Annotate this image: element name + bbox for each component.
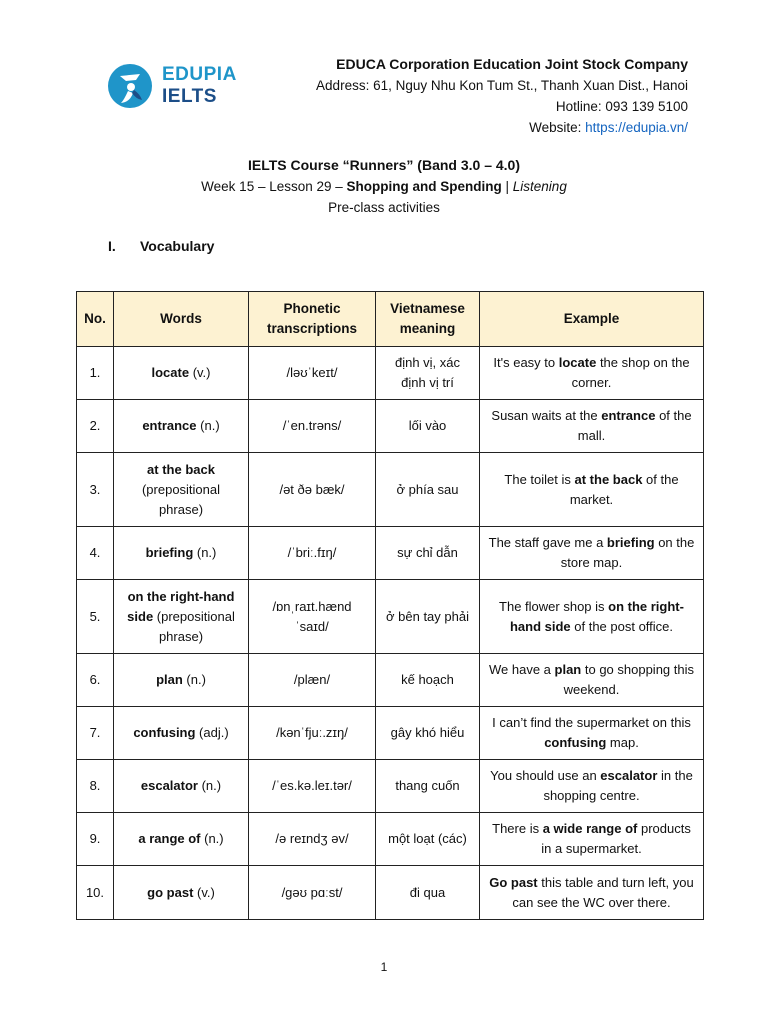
word-cell bbox=[114, 707, 249, 760]
meaning-cell: ở bên tay phải bbox=[376, 580, 480, 654]
meaning-cell: thang cuốn bbox=[376, 760, 480, 813]
meaning-cell: một loạt (các) bbox=[376, 813, 480, 866]
word-cell bbox=[114, 453, 249, 527]
meaning-cell: gây khó hiểu bbox=[376, 707, 480, 760]
row-number: 10. bbox=[77, 866, 114, 920]
example-pre: There is bbox=[492, 821, 543, 836]
word-term: plan bbox=[156, 672, 183, 687]
word-term: locate bbox=[151, 365, 190, 380]
table-header-row bbox=[77, 292, 704, 347]
example-post: the shop on the corner. bbox=[571, 355, 690, 390]
table-row bbox=[77, 866, 704, 920]
example-cell bbox=[480, 453, 704, 527]
example-cell bbox=[480, 527, 704, 580]
example-post: of the post office. bbox=[570, 618, 674, 634]
section-heading bbox=[108, 238, 214, 254]
vocabulary-table bbox=[76, 291, 704, 920]
header-words: Words bbox=[114, 292, 249, 347]
example-keyword: plan bbox=[554, 662, 582, 677]
word-pos: (n.) bbox=[193, 545, 217, 560]
word-term: on the right-hand side bbox=[127, 588, 235, 624]
example-cell bbox=[480, 866, 704, 920]
example-cell bbox=[480, 654, 704, 707]
company-info bbox=[316, 54, 688, 138]
phonetic-cell: /ˈes.kə.leɪ.tər/ bbox=[249, 760, 376, 813]
example-post: of the market. bbox=[569, 471, 679, 507]
word-cell bbox=[114, 760, 249, 813]
word-term: go past bbox=[147, 884, 194, 900]
word-term: confusing bbox=[133, 725, 196, 740]
example-pre: I can’t find the supermarket on this bbox=[492, 715, 691, 730]
logo-line1: EDUPIA bbox=[162, 64, 237, 85]
header-no: No. bbox=[77, 292, 114, 347]
example-post: map. bbox=[606, 735, 639, 750]
table-row bbox=[77, 654, 704, 707]
phonetic-cell: /ɡəʊ pɑːst/ bbox=[249, 866, 376, 920]
meaning-cell: đi qua bbox=[376, 866, 480, 920]
phonetic-cell: /ə reɪndʒ əv/ bbox=[249, 813, 376, 866]
example-pre: The staff gave me a bbox=[488, 535, 607, 550]
example-pre: We have a bbox=[488, 662, 555, 677]
word-pos: (n.) bbox=[200, 831, 224, 846]
section-title: Vocabulary bbox=[140, 238, 215, 254]
example-cell bbox=[480, 707, 704, 760]
phonetic-cell: /plæn/ bbox=[249, 654, 376, 707]
website-label: Website: bbox=[529, 120, 586, 135]
example-post: of the mall. bbox=[577, 408, 692, 443]
example-cell bbox=[480, 400, 704, 453]
section-number: I. bbox=[108, 238, 116, 254]
word-cell bbox=[114, 866, 249, 920]
edupia-logo bbox=[106, 60, 246, 114]
word-term: a range of bbox=[138, 831, 201, 846]
example-pre: It's easy to bbox=[493, 355, 559, 370]
word-pos: (prepositional phrase) bbox=[153, 608, 235, 644]
lesson-sep: | bbox=[501, 179, 513, 194]
row-number: 5. bbox=[77, 580, 114, 654]
example-post: in the shopping centre. bbox=[543, 768, 693, 803]
example-pre: The toilet is bbox=[504, 471, 575, 487]
word-cell bbox=[114, 654, 249, 707]
example-post: this table and turn left, you can see the WC over there. bbox=[512, 874, 694, 910]
example-keyword: locate bbox=[558, 355, 597, 370]
table-row bbox=[77, 760, 704, 813]
header-meaning: Vietnamese meaning bbox=[376, 292, 480, 347]
word-term: escalator bbox=[140, 778, 198, 793]
meaning-cell: lối vào bbox=[376, 400, 480, 453]
example-keyword: at the back bbox=[574, 471, 643, 487]
word-cell bbox=[114, 580, 249, 654]
example-post: products in a supermarket. bbox=[541, 821, 691, 856]
example-keyword: escalator bbox=[600, 768, 658, 783]
company-name: EDUCA Corporation Education Joint Stock Company bbox=[336, 56, 688, 72]
table-row bbox=[77, 707, 704, 760]
phonetic-cell: /kənˈfjuː.zɪŋ/ bbox=[249, 707, 376, 760]
word-cell bbox=[114, 400, 249, 453]
lesson-skill: Listening bbox=[512, 179, 567, 194]
page-number: 1 bbox=[380, 960, 388, 974]
table-row bbox=[77, 347, 704, 400]
example-pre: The flower shop is bbox=[499, 598, 609, 614]
example-keyword: a wide range of bbox=[542, 821, 638, 836]
example-keyword: briefing bbox=[606, 535, 655, 550]
table-row bbox=[77, 527, 704, 580]
example-keyword: on the right-hand side bbox=[509, 598, 684, 634]
example-cell bbox=[480, 813, 704, 866]
example-post: to go shopping this weekend. bbox=[563, 662, 694, 697]
word-term: briefing bbox=[145, 545, 194, 560]
meaning-cell: kế hoạch bbox=[376, 654, 480, 707]
table-row bbox=[77, 453, 704, 527]
example-pre: Susan waits at the bbox=[491, 408, 602, 423]
row-number: 6. bbox=[77, 654, 114, 707]
phonetic-cell: /ət ðə bæk/ bbox=[249, 453, 376, 527]
logo-text bbox=[162, 64, 237, 108]
phonetic-cell: /ləʊˈkeɪt/ bbox=[249, 347, 376, 400]
row-number: 1. bbox=[77, 347, 114, 400]
example-pre: You should use an bbox=[490, 768, 601, 783]
lesson-line bbox=[0, 176, 768, 197]
website-link[interactable]: https://edupia.vn/ bbox=[585, 120, 688, 135]
example-keyword: Go past bbox=[489, 874, 538, 890]
company-address: Address: 61, Nguy Nhu Kon Tum St., Thanh Xuan Dist., Hanoi bbox=[316, 78, 688, 93]
lesson-prefix: Week 15 – Lesson 29 – bbox=[201, 179, 347, 194]
table-body bbox=[77, 347, 704, 920]
row-number: 7. bbox=[77, 707, 114, 760]
row-number: 8. bbox=[77, 760, 114, 813]
word-pos: (v.) bbox=[193, 884, 215, 900]
word-cell bbox=[114, 813, 249, 866]
meaning-cell: sự chỉ dẫn bbox=[376, 527, 480, 580]
word-pos: (prepositional phrase) bbox=[141, 481, 221, 517]
example-cell bbox=[480, 347, 704, 400]
header-example: Example bbox=[480, 292, 704, 347]
example-keyword: entrance bbox=[601, 408, 656, 423]
example-post: on the store map. bbox=[560, 535, 695, 570]
lesson-topic: Shopping and Spending bbox=[346, 179, 502, 194]
word-cell bbox=[114, 527, 249, 580]
word-pos: (n.) bbox=[197, 778, 222, 793]
table-row bbox=[77, 580, 704, 654]
example-cell bbox=[480, 760, 704, 813]
meaning-cell: định vị, xác định vị trí bbox=[376, 347, 480, 400]
table-row bbox=[77, 400, 704, 453]
word-cell bbox=[114, 347, 249, 400]
table-row bbox=[77, 813, 704, 866]
meaning-cell: ở phía sau bbox=[376, 453, 480, 527]
phonetic-cell: /ɒnˌraɪt.hænd ˈsaɪd/ bbox=[249, 580, 376, 654]
example-cell bbox=[480, 580, 704, 654]
company-hotline: Hotline: 093 139 5100 bbox=[555, 99, 688, 114]
row-number: 2. bbox=[77, 400, 114, 453]
row-number: 9. bbox=[77, 813, 114, 866]
header-phonetic: Phonetic transcriptions bbox=[249, 292, 376, 347]
lesson-subtitle: Pre-class activities bbox=[328, 200, 440, 215]
word-pos: (adj.) bbox=[195, 725, 229, 740]
edupia-logo-icon bbox=[106, 62, 154, 110]
row-number: 4. bbox=[77, 527, 114, 580]
lesson-heading bbox=[0, 155, 768, 218]
example-keyword: confusing bbox=[544, 735, 607, 750]
word-pos: (n.) bbox=[196, 418, 220, 433]
phonetic-cell: /ˈen.trəns/ bbox=[249, 400, 376, 453]
logo-line2: IELTS bbox=[162, 86, 217, 107]
word-term: at the back bbox=[147, 461, 215, 477]
word-pos: (n.) bbox=[182, 672, 206, 687]
course-title: IELTS Course “Runners” (Band 3.0 – 4.0) bbox=[247, 157, 521, 173]
row-number: 3. bbox=[77, 453, 114, 527]
phonetic-cell: /ˈbriː.fɪŋ/ bbox=[249, 527, 376, 580]
company-website bbox=[316, 117, 688, 138]
word-term: entrance bbox=[142, 418, 197, 433]
word-pos: (v.) bbox=[189, 365, 211, 380]
